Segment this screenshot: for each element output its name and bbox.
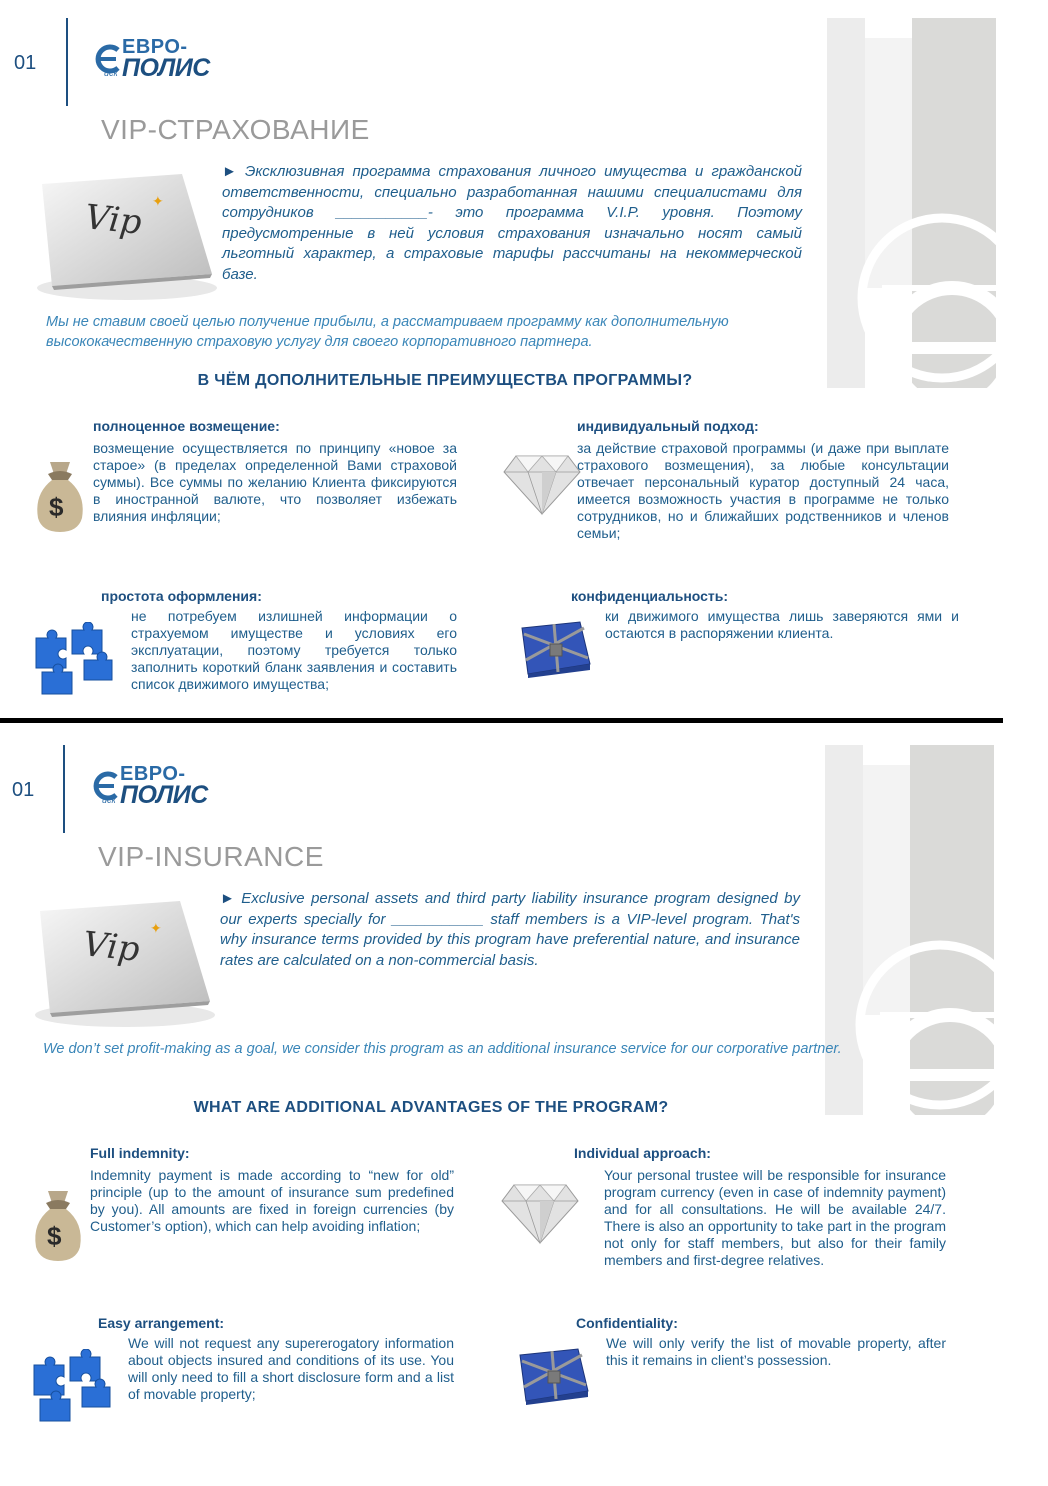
logo-bottom-text: ПОЛИС: [122, 54, 210, 82]
feature-text: за действие страховой программы (и даже при выплате страхового возмещения), за любые консультации отвечает персональный куратор доступный 24 часа, имеется возможность участия в программе не только сотрудников, но и ближайших родственников и членов семьи;: [577, 440, 949, 541]
feature-title: конфиденциальность:: [571, 588, 729, 604]
feature-text: Your personal trustee will be responsible for insurance program currency (even in case of indemnity payment) and for all consultations. He will be available 24/7. There is also an opportunity to take part in the program not only for staff members, but also for their family members and first-degree relatives.: [604, 1167, 946, 1268]
money-bag-icon: [28, 1183, 88, 1263]
diamond-icon: [500, 1179, 580, 1245]
feature-text: We will only verify the list of movable property, after this it remains in client’s possession.: [606, 1335, 946, 1368]
page-title: VIP-INSURANCE: [98, 841, 324, 872]
feature-title: Easy arrangement:: [98, 1315, 225, 1331]
intro-paragraph: [222, 162, 802, 285]
company-logo: [92, 36, 242, 84]
motto-text: Мы не ставим своей целью получение прибыли, а рассматриваем программу как дополнительную высококачественную страховую услугу для своего корпоративного партнера.: [46, 314, 729, 350]
puzzle-icon: [28, 1349, 114, 1425]
logo-small-text: иск: [102, 795, 116, 805]
feature-text: возмещение осуществляется по принципу «новое за старое» (в пределах определенной Вами страховой суммы). Все суммы по желанию Клиента фиксируются в иностранной валюте, что позволяет избежать влияния инфляции;: [93, 440, 457, 524]
feature-title: полноценное возмещение:: [93, 418, 280, 434]
advantages-heading: WHAT ARE ADDITIONAL ADVANTAGES OF THE PROGRAM?: [193, 1099, 669, 1116]
feature-text: We will not request any supererogatory information about objects insured and conditions of its use. You will only need to fill a short disclosure form and a list of movable property;: [128, 1335, 454, 1402]
vip-card-icon: [32, 166, 222, 302]
motto-text: We don’t set profit-making as a goal, we consider this program as an additional insurance service for our corporative partner.: [43, 1041, 842, 1057]
page-number: 01: [14, 52, 37, 74]
header-divider: [63, 745, 65, 833]
arrow-bullet-icon: ►: [220, 890, 235, 907]
page-title: VIP-СТРАХОВАНИЕ: [101, 114, 370, 145]
feature-title: простота оформления:: [101, 588, 262, 604]
svg-text:Vip: Vip: [83, 197, 144, 243]
advantages-heading: В ЧЁМ ДОПОЛНИТЕЛЬНЫЕ ПРЕИМУЩЕСТВА ПРОГРАММЫ?: [197, 372, 693, 389]
money-bag-icon: [30, 454, 90, 534]
logo-top-text: ЕВРО-: [120, 763, 186, 785]
feature-title: Full indemnity:: [90, 1145, 190, 1161]
svg-text:✦: ✦: [152, 193, 164, 209]
decorative-graphic: [820, 745, 1000, 1115]
svg-text:✦: ✦: [150, 920, 162, 936]
logo-top-text: ЕВРО-: [122, 36, 188, 58]
page-separator: [0, 718, 1003, 723]
page-russian: [0, 0, 1048, 718]
header-divider: [66, 18, 68, 106]
vip-card-icon: [30, 893, 220, 1029]
feature-title: Confidentiality:: [576, 1315, 678, 1331]
feature-text: Indemnity payment is made according to “new for old” principle (up to the amount of insurance sum predefined by you). All amounts are fixed in foreign currencies (by Customer’s option), which can help avoiding inflation;: [90, 1167, 454, 1234]
logo-bottom-text: ПОЛИС: [120, 781, 208, 809]
svg-text:$: $: [47, 1221, 62, 1251]
locked-folder-icon: [514, 614, 598, 680]
page-english: [0, 727, 1048, 1445]
feature-text: ки движимого имущества лишь заверяются ями и остаются в распоряжении клиента.: [605, 608, 959, 641]
puzzle-icon: [30, 622, 116, 698]
feature-title: Individual approach:: [574, 1145, 711, 1161]
logo-small-text: иск: [104, 68, 118, 78]
company-logo: [90, 763, 240, 811]
intro-paragraph: [220, 889, 800, 971]
svg-text:$: $: [49, 492, 64, 522]
intro-text: Эксклюзивная программа страхования личного имущества и гражданской ответственности, специально разработанная нашими специалистами для сотрудников ___________- это программа V.I.P. уровня. Поэтому предусмотренные в ней условия страхования изначально носят самый льготный характер, а страховые тарифы рассчитаны на некоммерческой базе.: [222, 163, 802, 283]
feature-title: индивидуальный подход:: [577, 418, 759, 434]
page-number: 01: [12, 779, 35, 801]
arrow-bullet-icon: ►: [222, 163, 237, 180]
svg-text:Vip: Vip: [81, 924, 142, 970]
diamond-icon: [502, 450, 582, 516]
locked-folder-icon: [512, 1341, 596, 1407]
feature-text: не потребуем излишней информации о страхуемом имуществе и условиях его эксплуатации, поэтому требуется только заполнить короткий бланк заявления и составить список движимого имущества;: [131, 608, 457, 692]
intro-text: Exclusive personal assets and third party liability insurance program designed by our experts specially for ___________ staff members is a VIP-level program. That's why insurance terms provided by this program have preferential nature, and insurance rates are calculated on a non-commercial basis.: [220, 890, 800, 969]
